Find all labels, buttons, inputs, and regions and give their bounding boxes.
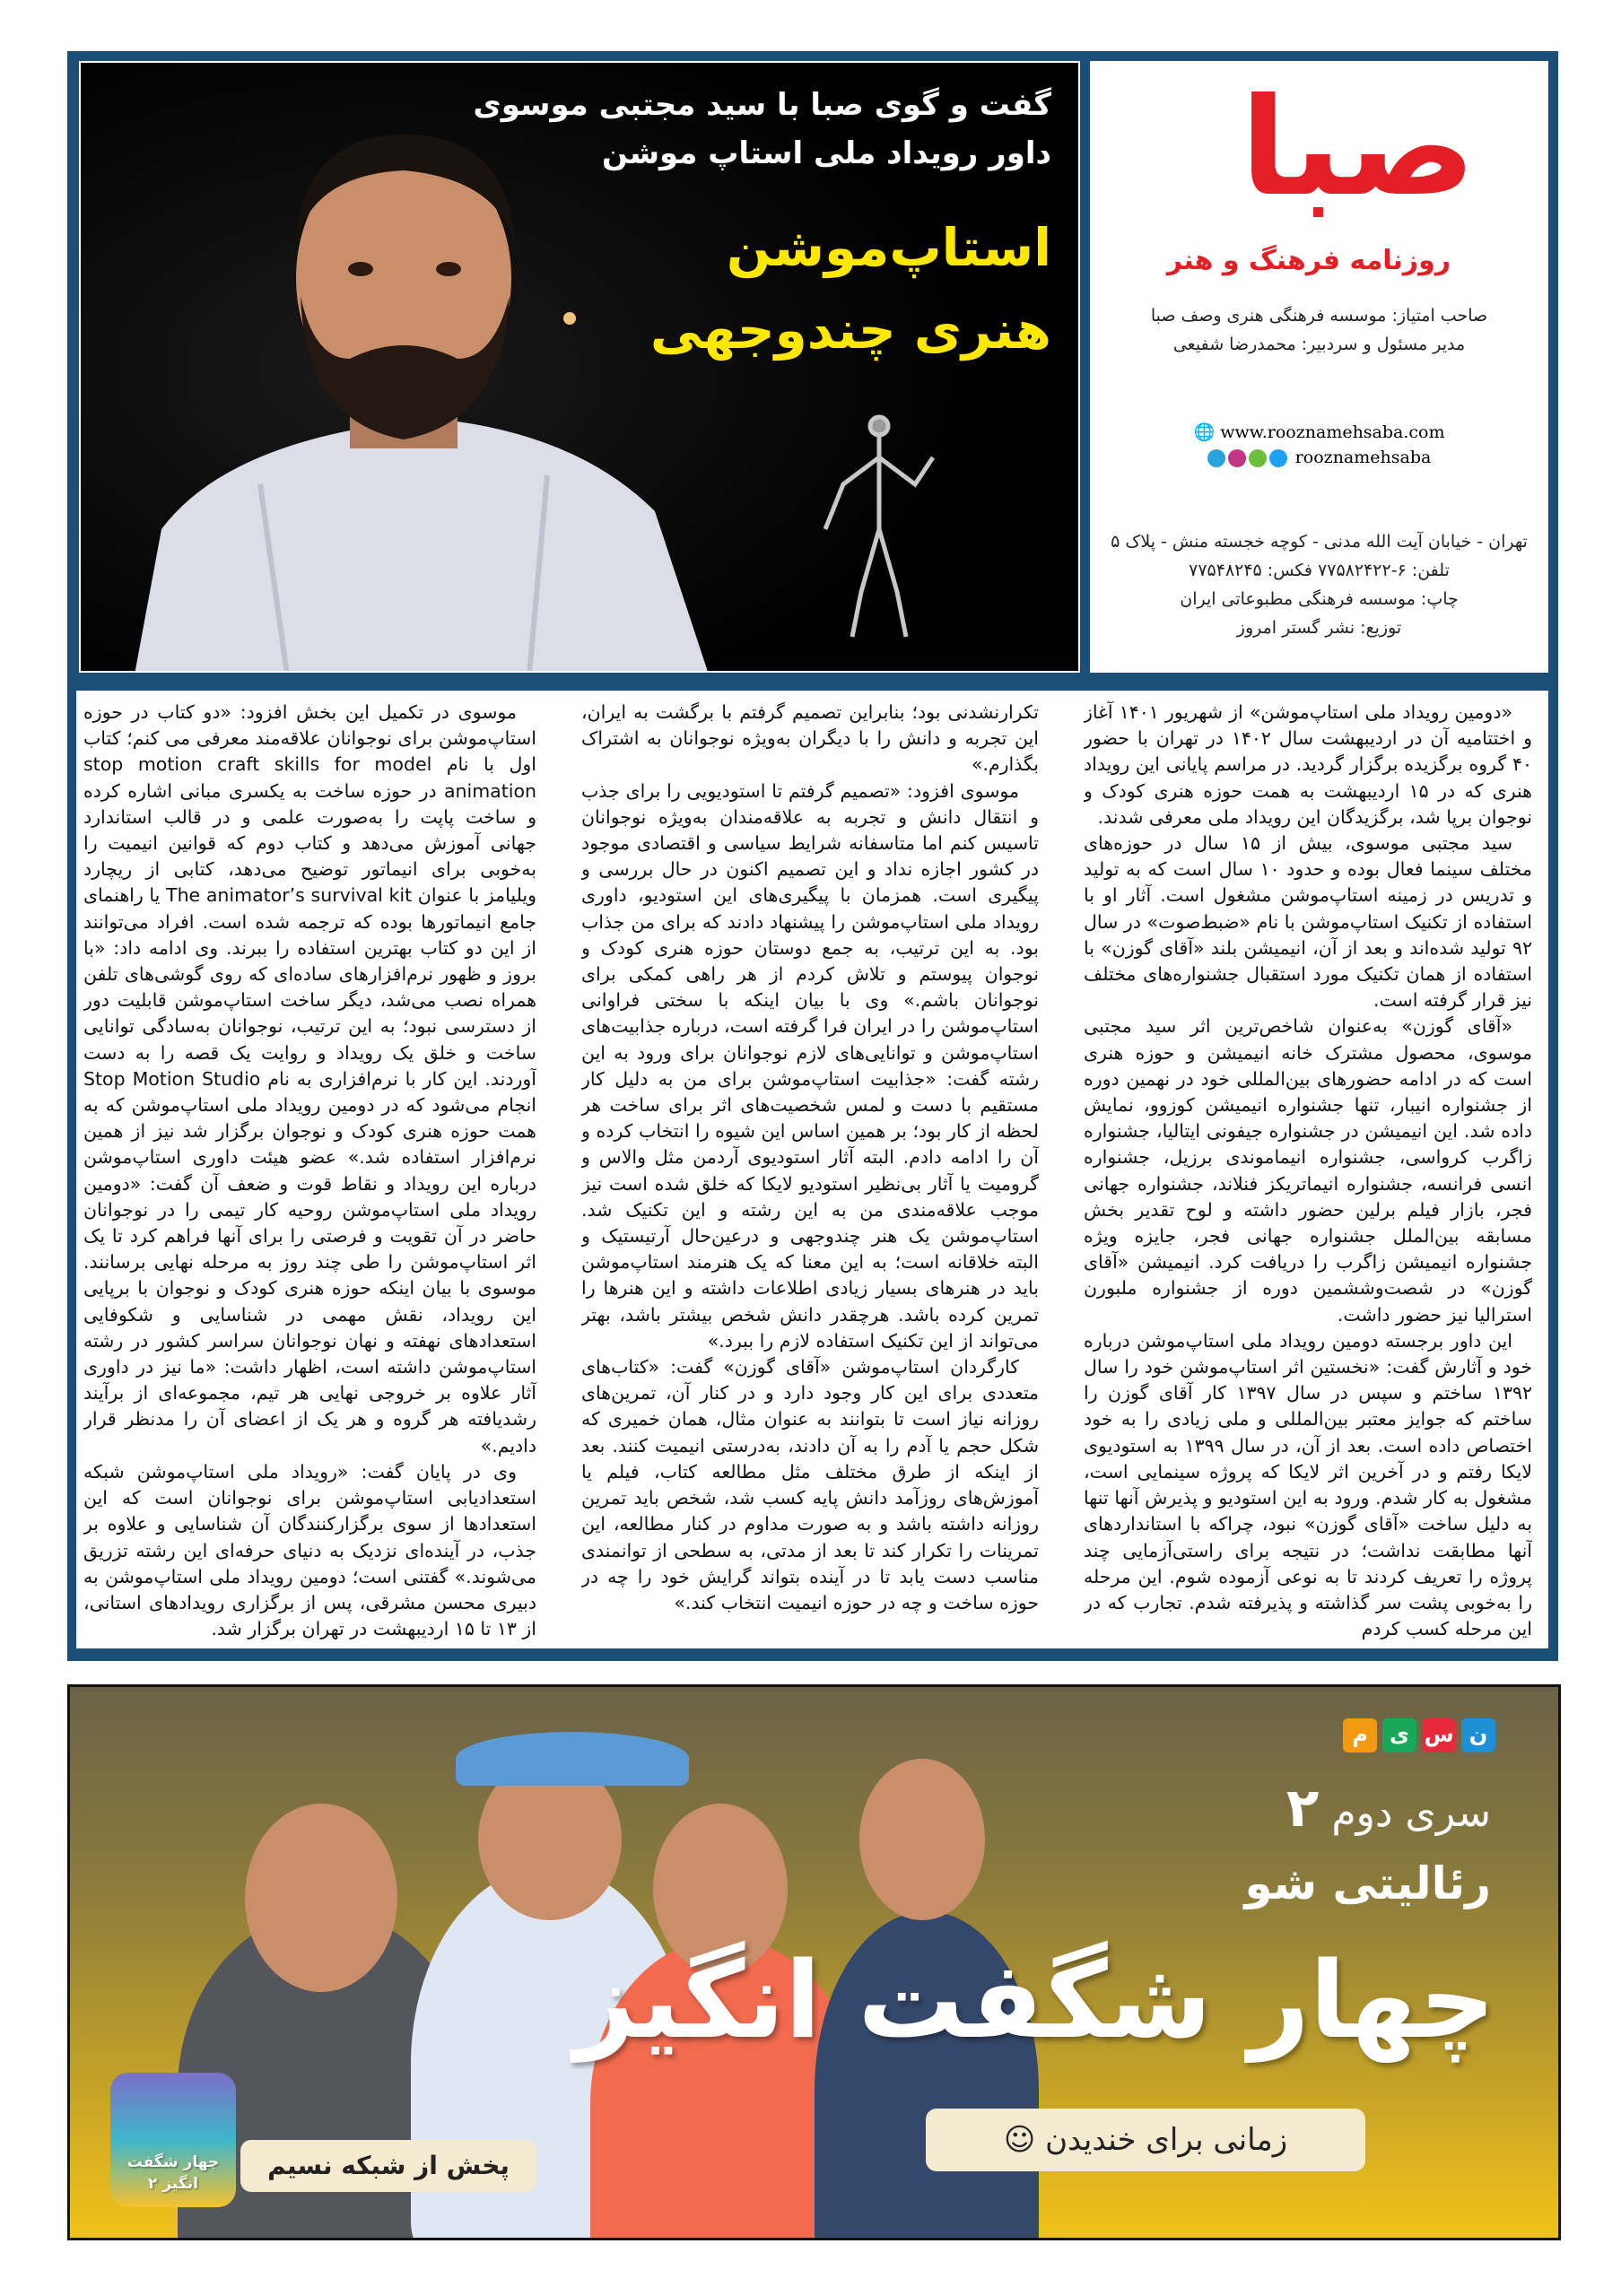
show-title: چهار شگفت انگیز: [574, 1938, 1495, 2062]
genre-label: رئالیتی شو: [1244, 1857, 1491, 1909]
paragraph: «دومین رویداد ملی استاپ‌موشن» از شهریور ۱۴۰۱ آغاز و اختتامیه آن در اردیبهشت سال ۱۴۰۲ در تهران با حضور ۴۰ گروه برگزیده برگزار گردید. در مراسم پایانی این رویداد هنری که در ۱۵ اردیبهشت به همت حوزه هنری کودک و نوجوان برپا شد، برگزیدگان این رویداد ملی معرفی شدند.: [1084, 701, 1532, 828]
paragraph: سید مجتبی موسوی، بیش از ۱۵ سال در حوزه‌های مختلف سینما فعال بوده و حدود ۱۰ سال است که به تولید و تدریس در زمینه استاپ‌موشن مشغول است. آثار او با استفاده از تکنیک استاپ‌موشن با نام «ضبط‌صوت» در سال ۹۲ تولید شده‌اند و بعد از آن، انیمیشن بلند «آقای گوزن» با استفاده از همان تکنیک مورد استقبال جشنواره‌های مختلف نیز قرار گرفته است.: [1084, 832, 1532, 1012]
show-logo-text: چهار شگفت انگیز ۲: [126, 2153, 220, 2193]
kicker-line-2: داور رویداد ملی استاپ موشن: [601, 135, 1051, 171]
season-text: سری دوم: [1331, 1790, 1491, 1836]
interview-photo: [79, 61, 1080, 673]
paragraph: تکرارنشدنی بود؛ بنابراین تصمیم گرفتم با برگشت به ایران، این تجربه و دانش را با دیگران به‌ویژه نوجوانان به اشتراک بگذارم.»: [581, 701, 1039, 776]
logo-subtitle: روزنامه فرهنگ و هنر: [1166, 245, 1451, 276]
season-label: [1286, 1777, 1491, 1839]
editor-in-chief: مدیر مسئول و سردبیر: محمدرضا شفیعی: [1172, 335, 1466, 354]
article-column-3: [83, 700, 536, 1641]
kicker-line-1: گفت و گوی صبا با سید مجتبی موسوی: [473, 87, 1051, 123]
license-holder: صاحب امتیاز: موسسه فرهنگی هنری وصف صبا: [1150, 306, 1488, 326]
social-handle: rooznamehsaba: [1294, 448, 1432, 467]
logo-tile: س: [1422, 1718, 1456, 1752]
website-link[interactable]: [1090, 420, 1548, 445]
printer: چاپ: موسسه فرهنگی مطبوعاتی ایران: [1180, 589, 1459, 609]
paragraph: «آقای گوزن» به‌عنوان شاخص‌ترین اثر سید مجتبی موسوی، محصول مشترک خانه انیمیشن و حوزه هنری است که در ادامه حضورهای بین‌المللی خود در نهمین دوره از جشنواره انیبار، تنها جشنواره انیمیشن کوزوو، نمایش داده شد. این انیمیشن در جشنواره جیفونی ایتالیا، جشنواره زاگرب کرواسی، جشنواره انیماموندی برزیل، جشنواره انسی فرانسه، جشنواره انیماتریکز فنلاند، جشنواره جهانی فجر، بازار فیلم برلین حضور داشته و لوح تقدیر بخش مسابقه بین‌الملل جشنواره جهانی فجر، جایزه ویژه جشنواره انیمیشن زاگرب را دریافت کرد. انیمیشن «آقای گوزن» در شصت‌وششمین دوره از جشنواره ملبورن استرالیا نیز حضور داشت.: [1084, 1015, 1532, 1326]
title-line-2: هنری چندوجهی: [649, 300, 1051, 361]
title-line-1: استاپ‌موشن: [726, 217, 1051, 278]
advertisement-banner[interactable]: [67, 1684, 1561, 2240]
telegram-icon[interactable]: [1207, 449, 1225, 467]
phone-fax: تلفن: ۶-۷۷۵۸۲۴۲۲ فکس: ۷۷۵۴۸۲۴۵: [1189, 561, 1450, 580]
tagline-box: [926, 2109, 1365, 2171]
paragraph: این داور برجسته دومین رویداد ملی استاپ‌موشن درباره خود و آثارش گفت: «نخستین اثر استاپ‌موشن خود را سال ۱۳۹۲ ساختم و سپس در سال ۱۳۹۷ کار آقای گوزن را ساختم که جوایز معتبر بین‌المللی و ملی زیادی را به خود اختصاص داده است. بعد از آن، در سال ۱۳۹۹ به استودیوی لایکا رفتم و در آخرین اثر لایکا که پروژه سینمایی است، مشغول به کار شدم. ورود به این استودیو و پذیرش آنها تنها به دلیل ساخت «آقای گوزن» نبود، چراکه با استانداردهای آنها مطابقت نداشت؛ در نتیجه برای راستی‌آزمایی چند پروژه را تعریف کردند تا به نوعی آزموده شوم. این مرحله را به‌خوبی پشت سر گذاشته و پذیرفته شدم. تجارب که در این مرحله کسب کردم: [1084, 1329, 1532, 1640]
paragraph: کارگردان استاپ‌موشن «آقای گوزن» گفت: «کتاب‌های متعددی برای این کار وجود دارد و در کنار آن، تمرین‌های روزانه نیاز است تا بتوانند به عنوان مثال، همان خمیری که شکل حجم یا آدم را به آن دادند، به‌درستی انیمیت کنند. بعد از اینکه از طرق مختلف مثل مطالعه کتاب، فیلم یا آموزش‌های روزآمد دانش پایه کسب شد، شخص باید تمرین روزانه داشته باشد و به صورت مداوم در کنار مطالعه، این تمرینات را تکرار کند تا بعد از مدتی، به سطحی از توانمندی مناسب دست یابد تا در آینده بتواند گرایش خود را چه در حوزه ساخت و چه در حوزه انیمیت انتخاب کند.»: [581, 1356, 1039, 1613]
season-number: ۲: [1285, 1777, 1320, 1839]
headline-title: [650, 206, 1051, 371]
show-logo: [110, 2073, 236, 2207]
person-4-head: [859, 1759, 985, 1920]
instagram-icon[interactable]: [1228, 449, 1246, 467]
logo-tile: م: [1343, 1718, 1377, 1752]
masthead: [1090, 61, 1548, 673]
logo-tile: ی: [1382, 1718, 1416, 1752]
broadcast-label: پخش از شبکه نسیم: [240, 2140, 536, 2192]
aparat-icon[interactable]: [1249, 449, 1267, 467]
distributor: توزیع: نشر گستر امروز: [1236, 618, 1402, 638]
article-column-2: [581, 700, 1039, 1641]
paragraph: موسوی در تکمیل این بخش افزود: «دو کتاب در حوزه استاپ‌موشن برای نوجوانان علاقه‌مند معرفی می کنم؛ کتاب اول با نام stop motion craft skills for model animation در حوزه ساخت به یکسری مبانی اشاره کرده و ساخت پاپت را به‌صورت علمی و در قالب استاندارد جهانی آموزش می‌دهد و کتاب دوم که قوانین انیمیت را به‌خوبی برای انیماتور توضیح می‌دهد، کتابی از ریچارد ویلیامز با عنوان The animator’s survival kit یا راهنمای جامع انیماتورها بوده که ترجمه شده است. افراد می‌توانند از این دو کتاب بهترین استفاده را ببرند. وی ادامه داد: «با بروز و ظهور نرم‌افزارهای ساده‌ای که روی گوشی‌های تلفن همراه نصب می‌شد، دیگر ساخت استاپ‌موشن قابلیت دور از دسترسی نبود؛ به این ترتیب، نوجوانان به‌سادگی توانایی ساخت و خلق یک رویداد و روایت یک قصه را به دست آوردند. این کار با نرم‌افزاری به نام Stop Motion Studio انجام می‌شود که در دومین رویداد ملی استاپ‌موشن که به همت حوزه هنری کودک و نوجوان برگزار شد نیز از همین نرم‌افزار استفاده شد.» عضو هیئت داوری استاپ‌موشن درباره این رویداد و نقاط قوت و ضعف آن گفت: «دومین رویداد ملی استاپ‌موشن روحیه کار تیمی را در نوجوانان حاضر در آن تقویت و فرصتی را برای آنها فراهم کرد تا یک اثر استاپ‌موشن را طی چند روز به مرحله نهایی برسانند. موسوی با بیان اینکه حوزه هنری کودک و نوجوان با برپایی این رویداد، نقش مهمی در شناسایی و شکوفایی استعدادهای نهفته و نهان نوجوانان سراسر کشور در رشته استاپ‌موشن داشته است، اظهار داشت: «ما نیز در داوری آثار علاوه بر خروجی نهایی هر تیم، مجموعه‌ای از برآیند رشدیافته هر گروه و هر یک از اعضای آن را مدنظر قرار دادیم.»: [83, 701, 536, 1457]
paragraph: موسوی افزود: «تصمیم گرفتم تا استودیویی را برای جذب و انتقال دانش و تجربه به علاقه‌مندان به‌ویژه نوجوانان تاسیس کنم اما متاسفانه شرایط سیاسی و اقتصادی موجود در کشور اجازه نداد و این تصمیم اکنون در حال بررسی و پیگیری است. همزمان با پیگیری‌های این استودیو، داوری رویداد ملی استاپ‌موشن را پیشنهاد دادند که برای من جذاب بود. به این ترتیب، به جمع دوستان حوزه هنری کودک و نوجوان پیوستم و تلاش کردم از هر راهی کمکی برای نوجوانان باشم.» وی با بیان اینکه با سختی فراوانی استاپ‌موشن را در ایران فرا گرفته است، درباره جذابیت‌های استاپ‌موشن و توانایی‌های لازم نوجوانان برای ورود به این رشته گفت: «جذابیت استاپ‌موشن برای من به دلیل کار مستقیم با دست و لمس شخصیت‌های اثر برای ساخت هر لحظه از کار بود؛ بر همین اساس این شیوه را انتخاب کرده و آن را ادامه دادم. البته آثار استودیوی آردمن مثل والاس و گرومیت یا آثار بی‌نظیر استودیو لایکا که خلق شده است نیز موجب علاقه‌مندی من به این رشته و این تکنیک شد. استاپ‌موشن یک هنر چندوجهی و درعین‌حال آرتیستیک و البته خلاقانه است؛ به این معنا که یک هنرمند استاپ‌موشن باید در هنرهای بسیار زیادی اطلاعات داشته و این هنرها را تمرین کرده باشد. هرچقدر دانش شخص بیشتر باشد، بهتر می‌تواند از این تکنیک استفاده لازم را ببرد.»: [581, 779, 1039, 1352]
address: تهران - خیابان آیت الله مدنی - کوچه خجسته منش - پلاک ۵: [1111, 532, 1528, 552]
paragraph: وی در پایان گفت: «رویداد ملی استاپ‌موشن شبکه استعدادیابی استاپ‌موشن برای نوجوانان است که این استعدادها از سوی برگزارکنندگان آن شناسایی و علاوه بر جذب، در آینده‌ای نزدیک به دنیای حرفه‌ای این رشته تزریق می‌شوند.» گفتنی است؛ دومین رویداد ملی استاپ‌موشن به دبیری محسن مشرقی، پس از برگزاری رویدادهای استانی، از ۱۳ تا ۱۵ اردیبهشت در تهران برگزار شد.: [83, 1460, 536, 1640]
newspaper-logo: [1126, 70, 1521, 276]
person-1-head: [245, 1804, 397, 1992]
article-column-1: [1084, 700, 1532, 1641]
logo-tile: ن: [1461, 1718, 1495, 1752]
hat: [456, 1732, 689, 1786]
tagline: زمانی برای خندیدن: [1045, 2122, 1288, 2158]
nasim-channel-logo: [1338, 1718, 1495, 1752]
article-body: [76, 691, 1548, 1648]
logo-wordmark: صبا: [1240, 70, 1476, 226]
social-row: [1090, 445, 1548, 470]
globe-icon: 🌐: [1193, 422, 1216, 442]
headline-kicker: [474, 81, 1051, 178]
smile-icon: ☺: [1003, 2122, 1036, 2158]
twitter-icon[interactable]: [1269, 449, 1287, 467]
website-url[interactable]: www.rooznamehsaba.com: [1220, 422, 1445, 442]
